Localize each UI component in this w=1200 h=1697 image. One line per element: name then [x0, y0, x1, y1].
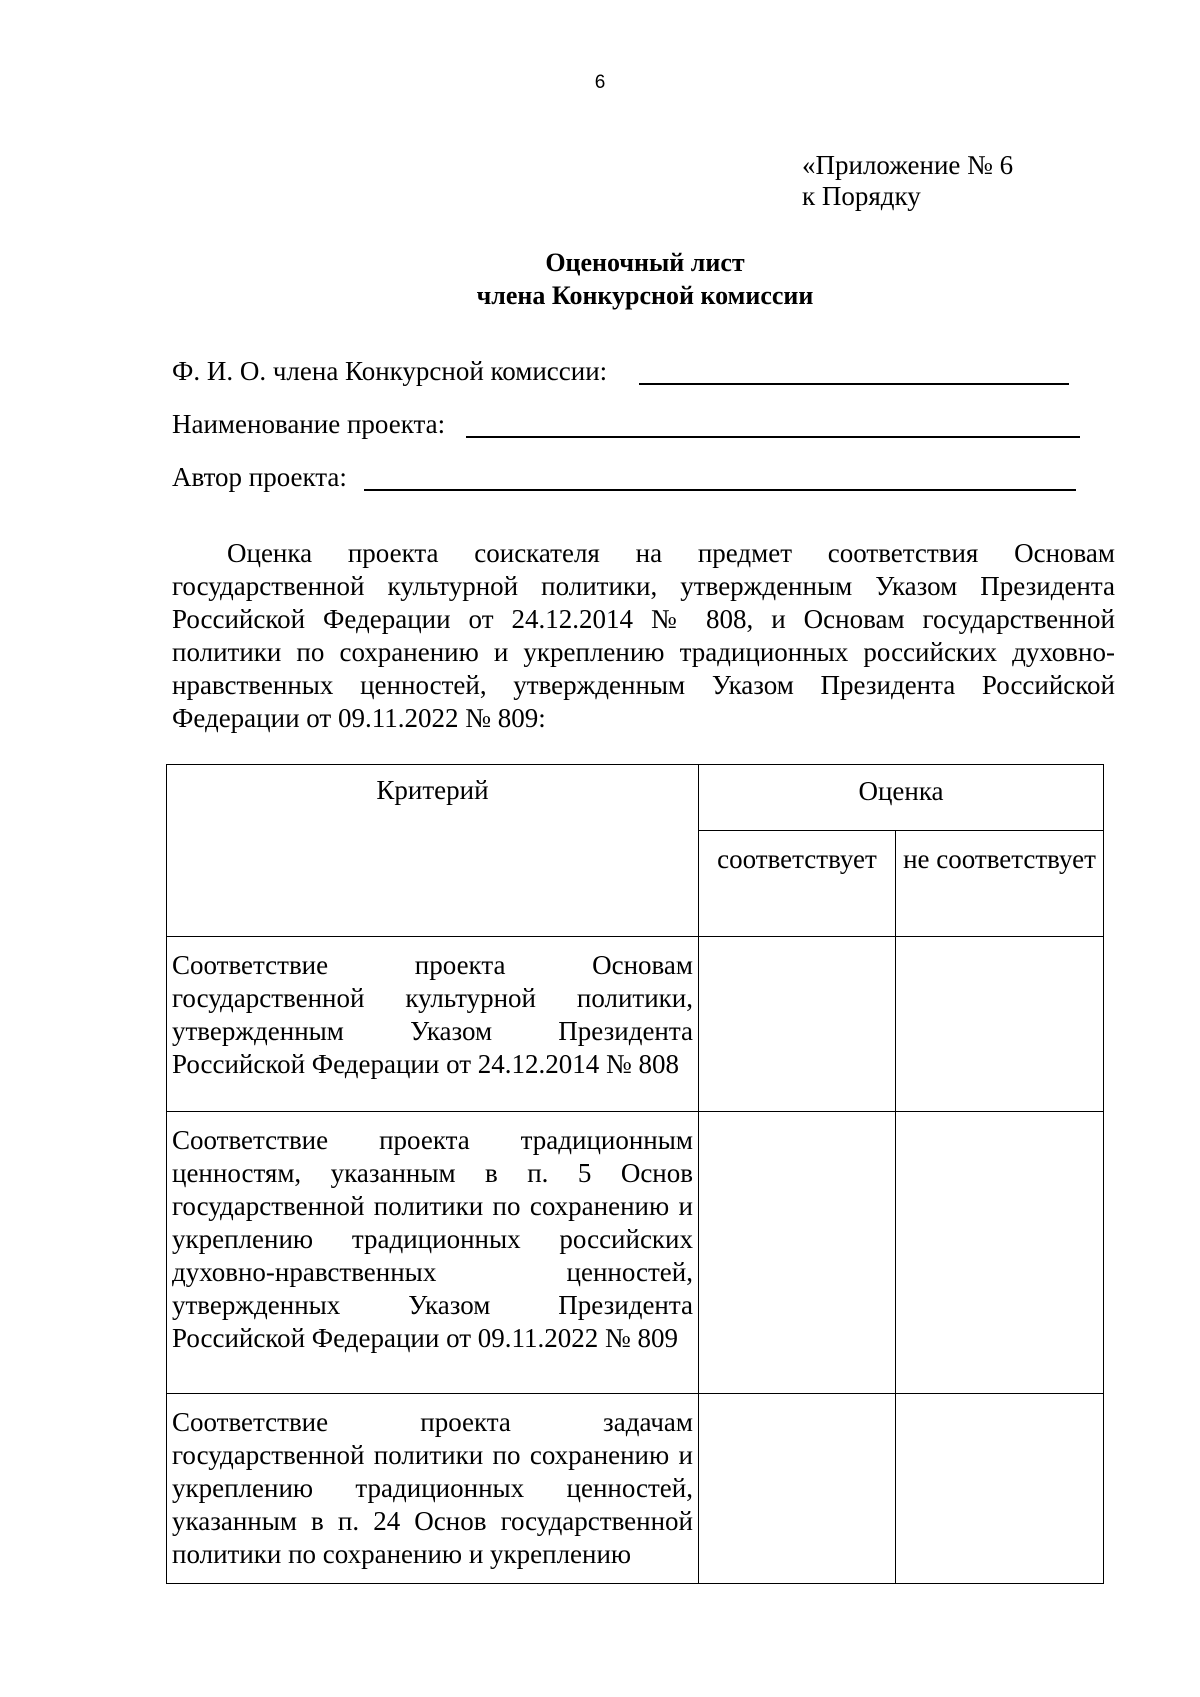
header-criterion: Критерий — [167, 765, 699, 937]
complies-cell[interactable] — [699, 1112, 896, 1394]
criterion-cell: Соответствие проекта задачам государственной политики по сохранению и укреплению традиционных ценностей, указанным в п. 24 Основ государственной политики по сохранению и укреплению — [167, 1394, 699, 1584]
field-member-name-input-line[interactable] — [639, 383, 1069, 385]
field-project-title-label: Наименование проекта: — [172, 409, 446, 439]
page-number: 6 — [594, 72, 606, 93]
header-not-complies: не соответствует — [896, 831, 1104, 937]
field-project-author-label: Автор проекта: — [172, 462, 347, 492]
table-row — [167, 1112, 1104, 1394]
not-complies-cell[interactable] — [896, 1394, 1104, 1584]
document-title — [0, 246, 1200, 312]
intro-paragraph: Оценка проекта соискателя на предмет соответствия Основам государственной культурной политики, утвержденным Указом Президента Российской Федерации от 24.12.2014 № 808, и Основам государственной политики по сохранению и укреплению традиционных российских духовно-нравственных ценностей, утвержденным Указом Президента Российской Федерации от 09.11.2022 № 809: — [172, 538, 1115, 733]
title-line-1: Оценочный лист — [545, 248, 745, 277]
not-complies-cell[interactable] — [896, 1112, 1104, 1394]
complies-cell[interactable] — [699, 1394, 896, 1584]
appendix-reference — [802, 150, 1013, 212]
criterion-cell: Соответствие проекта традиционным ценностям, указанным в п. 5 Основ государственной политики по сохранению и укреплению традиционных российских духовно-нравственных ценностей, утвержденных Указом Президента Российской Федерации от 09.11.2022 № 809 — [167, 1112, 699, 1394]
field-member-name-label: Ф. И. О. члена Конкурсной комиссии: — [172, 356, 608, 386]
appendix-line-1: «Приложение № 6 — [802, 150, 1014, 180]
complies-cell[interactable] — [699, 937, 896, 1112]
not-complies-cell[interactable] — [896, 937, 1104, 1112]
appendix-line-2: к Порядку — [802, 181, 921, 211]
table-header-row — [167, 765, 1104, 831]
field-project-title-input-line[interactable] — [466, 436, 1080, 438]
table-row — [167, 1394, 1104, 1584]
evaluation-table — [166, 764, 1104, 1584]
table-row — [167, 937, 1104, 1112]
field-project-author-input-line[interactable] — [364, 489, 1076, 491]
criterion-cell: Соответствие проекта Основам государственной культурной политики, утвержденным Указом Президента Российской Федерации от 24.12.2014 № 808 — [167, 937, 699, 1112]
header-complies: соответствует — [699, 831, 896, 937]
header-score: Оценка — [699, 765, 1104, 831]
title-line-2: члена Конкурсной комиссии — [476, 281, 814, 310]
